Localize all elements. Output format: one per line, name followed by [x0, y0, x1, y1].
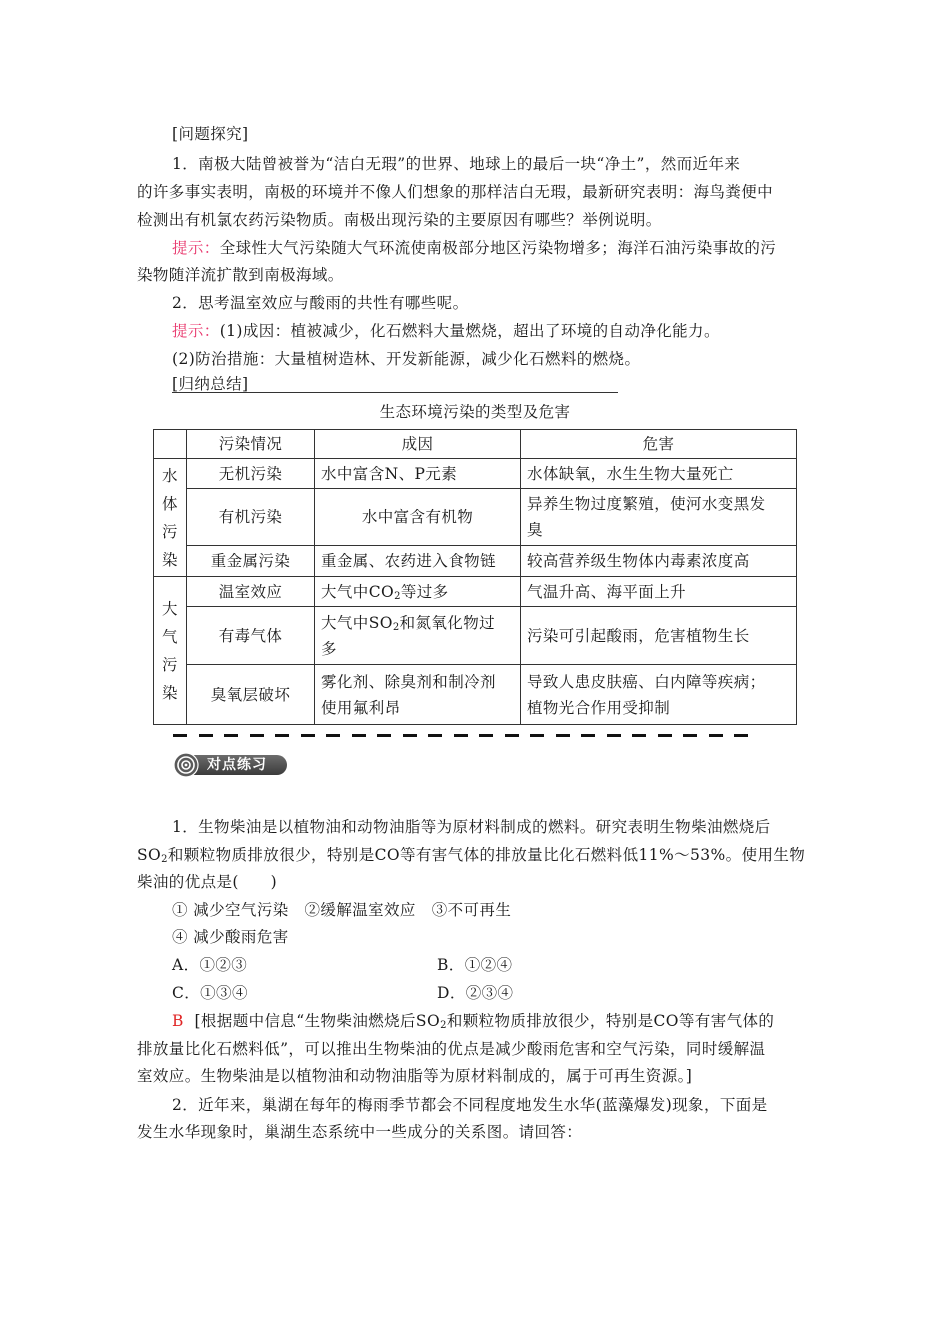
divider-dash — [199, 734, 213, 737]
header-harm: 危害 — [521, 430, 797, 459]
harm-cell: 气温升高、海平面上升 — [521, 577, 797, 607]
group-air-pollution: 大 气 污 染 — [154, 577, 187, 725]
choice-d: D．②③④ — [437, 984, 514, 1002]
divider-dash — [403, 734, 417, 737]
exercise-2-line-2: 发生水华现象时，巢湖生态系统中一些成分的关系图。请回答： — [137, 1123, 583, 1141]
hint-1-line-1 — [172, 238, 817, 258]
table-row — [154, 459, 797, 489]
question-1-line-1: 1．南极大陆曾被誉为“洁白无瑕”的世界、地球上的最后一块“净土”，然而近年来 — [172, 155, 741, 173]
harm-cell: 水体缺氧，水生生物大量死亡 — [521, 459, 797, 489]
divider-dash — [607, 734, 621, 737]
divider-dash — [377, 734, 391, 737]
hint-2-line-1 — [172, 321, 817, 341]
explanation-line-2: 排放量比化石燃料低”，可以推出生物柴油的优点是减少酸雨危害和空气污染，同时缓解温 — [137, 1040, 766, 1058]
hint-label: 提示： — [172, 239, 220, 257]
summary-heading: [归纳总结] — [172, 375, 249, 393]
hint-2-line-2: (2)防治措施：大量植树造林、开发新能源，减少化石燃料的燃烧。 — [172, 350, 641, 368]
divider-dash — [173, 734, 187, 737]
hint-label: 提示： — [172, 322, 220, 340]
divider-dash — [454, 734, 468, 737]
divider-dash — [530, 734, 544, 737]
question-2: 2．思考温室效应与酸雨的共性有哪些呢。 — [172, 294, 469, 312]
divider-dash — [581, 734, 595, 737]
divider-dash — [734, 734, 748, 737]
table-header-row — [154, 430, 797, 459]
table-row — [154, 665, 797, 725]
divider-dash — [301, 734, 315, 737]
practice-badge — [173, 752, 290, 778]
exercise-2-line-1: 2．近年来，巢湖在每年的梅雨季节都会不同程度地发生水华(蓝藻爆发)现象，下面是 — [172, 1096, 768, 1114]
type-cell: 有机污染 — [187, 489, 315, 546]
choice-c: C．①③④ — [172, 984, 248, 1002]
divider-dash — [250, 734, 264, 737]
type-cell: 臭氧层破坏 — [187, 665, 315, 725]
exercise-1-line-2: $SO_2$和颗粒物质排放很少，特别是CO等有害气体的排放量比化石燃料低11%～53%。使用生物 — [137, 846, 806, 865]
header-blank — [154, 430, 187, 459]
hint-1-line-2: 染物随洋流扩散到南极海域。 — [137, 266, 344, 284]
hint-1-text: 全球性大气污染随大气环流使南极部分地区污染物增多；海洋石油污染事故的污 — [219, 239, 777, 257]
table-row — [154, 546, 797, 577]
divider-dash — [224, 734, 238, 737]
exercise-1-line-1: 1．生物柴油是以植物油和动物油脂等为原材料制成的燃料。研究表明生物柴油燃烧后 — [172, 818, 771, 836]
divider-dash — [326, 734, 340, 737]
pollution-table — [153, 429, 797, 725]
divider-dash — [479, 734, 493, 737]
inquiry-heading: [问题探究] — [172, 125, 249, 143]
cause-cell: 重金属、农药进入食物链 — [315, 546, 521, 577]
statements-line-1: ① 减少空气污染 ②缓解温室效应 ③不可再生 — [172, 901, 512, 919]
table-title: 生态环境污染的类型及危害 — [379, 403, 571, 421]
harm-cell: 导致人患皮肤癌、白内障等疾病； 植物光合作用受抑制 — [521, 665, 797, 725]
summary-underline — [172, 392, 618, 393]
statements-line-2: ④ 减少酸雨危害 — [172, 928, 289, 946]
question-1-line-2: 的许多事实表明，南极的环境并不像人们想象的那样洁白无瑕，最新研究表明：海鸟粪便中 — [137, 183, 774, 201]
harm-cell: 较高营养级生物体内毒素浓度高 — [521, 546, 797, 577]
header-cause: 成因 — [315, 430, 521, 459]
hint-2-text-1: (1)成因：植被减少，化石燃料大量燃烧，超出了环境的自动净化能力。 — [219, 322, 720, 340]
exercise-1-line-3: 柴油的优点是( ) — [137, 873, 278, 891]
practice-badge-label: 对点练习 — [183, 755, 287, 775]
cause-cell: 水中富含N、P元素 — [315, 459, 521, 489]
table-row — [154, 607, 797, 665]
question-1-line-3: 检测出有机氯农药污染物质。南极出现污染的主要原因有哪些？举例说明。 — [137, 211, 662, 229]
choice-a: A．①②③ — [172, 956, 248, 974]
divider-dash — [632, 734, 646, 737]
cause-cell: 大气中$CO_2$等过多 — [315, 577, 521, 607]
divider-dash — [275, 734, 289, 737]
target-icon — [173, 752, 199, 778]
divider-dash — [683, 734, 697, 737]
type-cell: 重金属污染 — [187, 546, 315, 577]
group-water-pollution: 水 体 污 染 — [154, 459, 187, 577]
divider-dash — [428, 734, 442, 737]
divider-dash — [658, 734, 672, 737]
divider-dash — [352, 734, 366, 737]
type-cell: 有毒气体 — [187, 607, 315, 665]
table-row — [154, 489, 797, 546]
explanation-line-1: B [根据题中信息“生物柴油燃烧后$SO_2$和颗粒物质排放很少，特别是CO等有害气体的 — [172, 1012, 775, 1031]
answer-letter: B — [172, 1012, 184, 1030]
type-cell: 温室效应 — [187, 577, 315, 607]
table-row — [154, 577, 797, 607]
type-cell: 无机污染 — [187, 459, 315, 489]
choice-b: B．①②④ — [437, 956, 513, 974]
explanation-line-3: 室效应。生物柴油是以植物油和动物油脂等为原材料制成的，属于可再生资源。] — [137, 1067, 693, 1085]
header-type: 污染情况 — [187, 430, 315, 459]
cause-cell: 雾化剂、除臭剂和制冷剂 使用氟利昂 — [315, 665, 521, 725]
divider-dash — [505, 734, 519, 737]
cause-cell: 大气中$SO_2$和氮氧化物过 多 — [315, 607, 521, 665]
divider-dash — [556, 734, 570, 737]
cause-cell: 水中富含有机物 — [315, 489, 521, 546]
harm-cell: 异养生物过度繁殖，使河水变黑发 臭 — [521, 489, 797, 546]
harm-cell: 污染可引起酸雨，危害植物生长 — [521, 607, 797, 665]
divider-dash — [709, 734, 723, 737]
